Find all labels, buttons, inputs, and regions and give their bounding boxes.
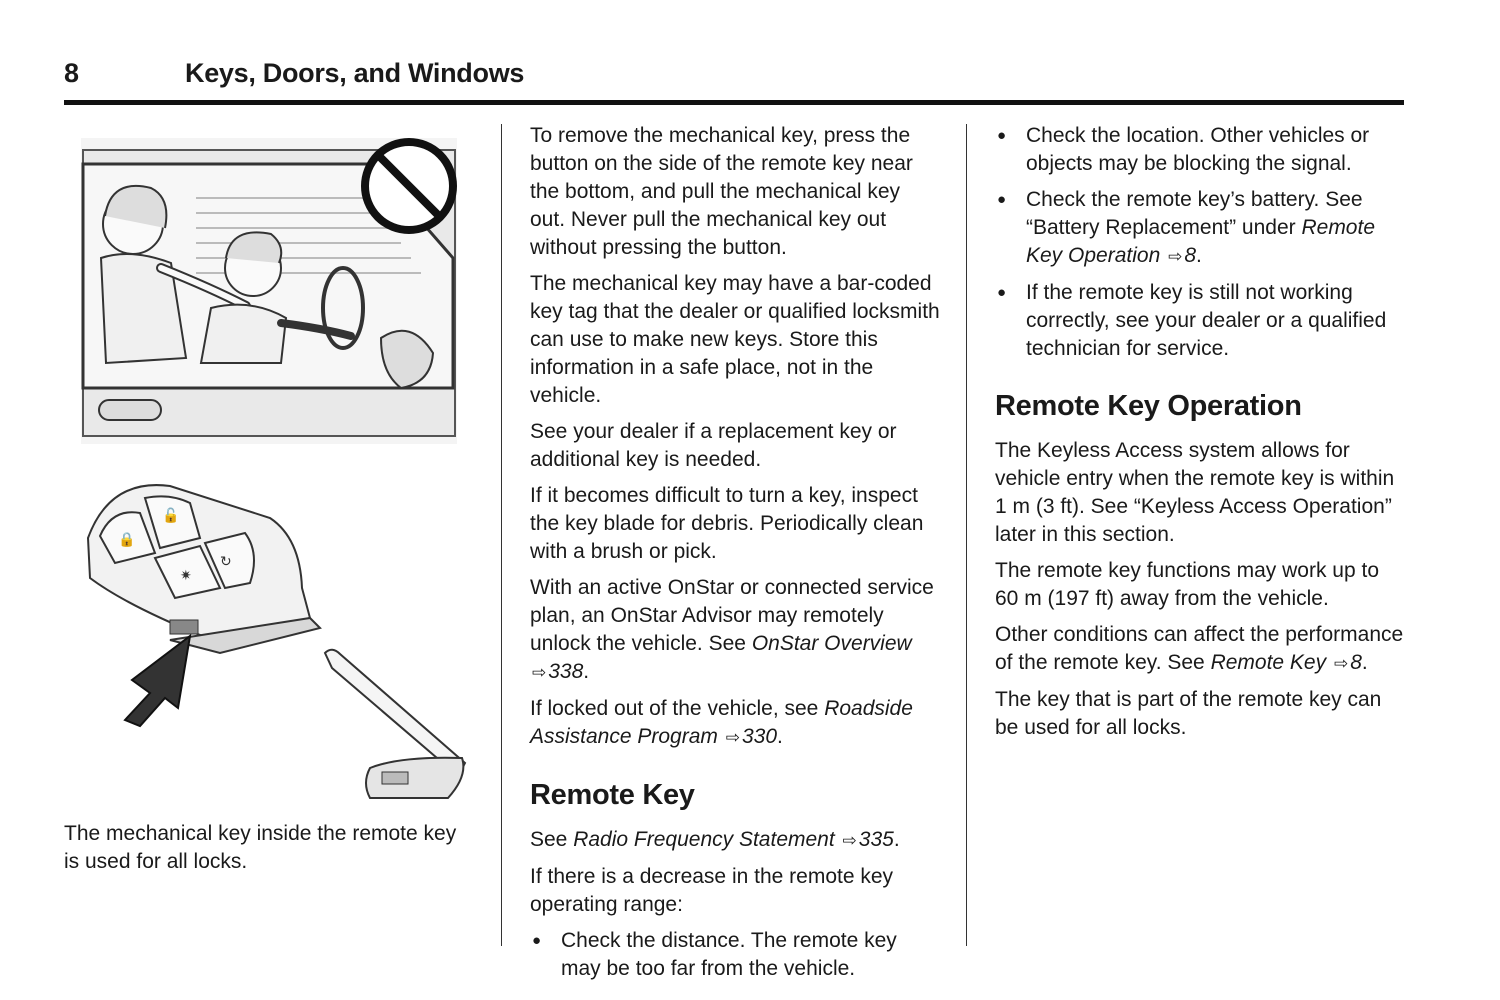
paragraph: The Keyless Access system allows for vehicle entry when the remote key is within 1 m (3 ft). See “Keyless Access Operation” later in this section. bbox=[995, 439, 1395, 546]
middle-column bbox=[530, 122, 940, 991]
remote-key-illustration bbox=[70, 458, 470, 808]
onstar-overview-link[interactable]: OnStar Overview ⇨338 bbox=[532, 632, 912, 683]
page-ref-arrow-icon: ⇨ bbox=[842, 831, 857, 850]
heading-remote-key-operation: Remote Key Operation bbox=[995, 390, 1302, 422]
svg-text:✷: ✷ bbox=[180, 568, 192, 584]
roadside-assistance-link[interactable]: Roadside Assistance Program ⇨330 bbox=[530, 697, 913, 748]
paragraph: With an active OnStar or connected service plan, an OnStar Advisor may remotely unlock the vehicle. See OnStar Overview ⇨338. bbox=[530, 576, 934, 683]
list-item: ● Check the distance. The remote key may be too far from the vehicle. bbox=[530, 927, 940, 983]
svg-text:🔓: 🔓 bbox=[162, 508, 180, 524]
page-ref-arrow-icon: ⇨ bbox=[725, 728, 740, 747]
heading-remote-key: Remote Key bbox=[530, 779, 695, 811]
column-divider-right bbox=[966, 124, 967, 946]
svg-text:🔒: 🔒 bbox=[118, 532, 136, 548]
page-ref-arrow-icon: ⇨ bbox=[1168, 247, 1183, 266]
paragraph: Other conditions can affect the performance of the remote key. See Remote Key ⇨8. bbox=[995, 623, 1404, 674]
page-number: 8 bbox=[64, 58, 80, 88]
header-rule bbox=[64, 100, 1404, 105]
children-in-vehicle-illustration bbox=[81, 138, 457, 444]
paragraph: If it becomes difficult to turn a key, inspect the key blade for debris. Periodically clean with a brush or pick. bbox=[530, 484, 924, 563]
paragraph: If there is a decrease in the remote key operating range: bbox=[530, 865, 894, 916]
section-title: Keys, Doors, and Windows bbox=[185, 58, 525, 88]
column-divider-left bbox=[501, 124, 502, 946]
remote-key-link[interactable]: Remote Key ⇨8 bbox=[1210, 651, 1362, 674]
page-header bbox=[64, 58, 1404, 106]
list-item: ● Check the location. Other vehicles or objects may be blocking the signal. bbox=[995, 122, 1405, 178]
illustration-caption: The mechanical key inside the remote key is used for all locks. bbox=[64, 822, 457, 873]
remote-key-operation-link[interactable]: Remote Key Operation ⇨8 bbox=[1026, 216, 1375, 267]
paragraph: To remove the mechanical key, press the button on the side of the remote key near the bottom, and pull the mechanical key out. Never pull the mechanical key out without pressing the button. bbox=[530, 124, 913, 259]
paragraph: The remote key functions may work up to 60 m (197 ft) away from the vehicle. bbox=[995, 559, 1379, 610]
paragraph: See Radio Frequency Statement ⇨335. bbox=[530, 828, 900, 851]
list-item: ● Check the remote key’s battery. See “Battery Replacement” under Remote Key Operation ⇨8. bbox=[995, 186, 1405, 271]
page-ref-arrow-icon: ⇨ bbox=[532, 663, 547, 682]
right-column bbox=[995, 122, 1405, 750]
paragraph: The key that is part of the remote key can be used for all locks. bbox=[995, 688, 1382, 739]
svg-text:↻: ↻ bbox=[220, 554, 232, 570]
paragraph: The mechanical key may have a bar-coded key tag that the dealer or qualified locksmith can use to make new keys. Store this information in a safe place, not in the vehicle. bbox=[530, 272, 940, 407]
bullet-list bbox=[995, 122, 1405, 363]
paragraph: See your dealer if a replacement key or additional key is needed. bbox=[530, 420, 897, 471]
page-ref-arrow-icon: ⇨ bbox=[1333, 654, 1349, 673]
list-item: ● If the remote key is still not working correctly, see your dealer or a qualified technician for service. bbox=[995, 279, 1405, 363]
bullet-list bbox=[530, 927, 940, 983]
paragraph: If locked out of the vehicle, see Roadside Assistance Program ⇨330. bbox=[530, 697, 913, 748]
radio-frequency-statement-link[interactable]: Radio Frequency Statement ⇨335 bbox=[573, 828, 894, 851]
